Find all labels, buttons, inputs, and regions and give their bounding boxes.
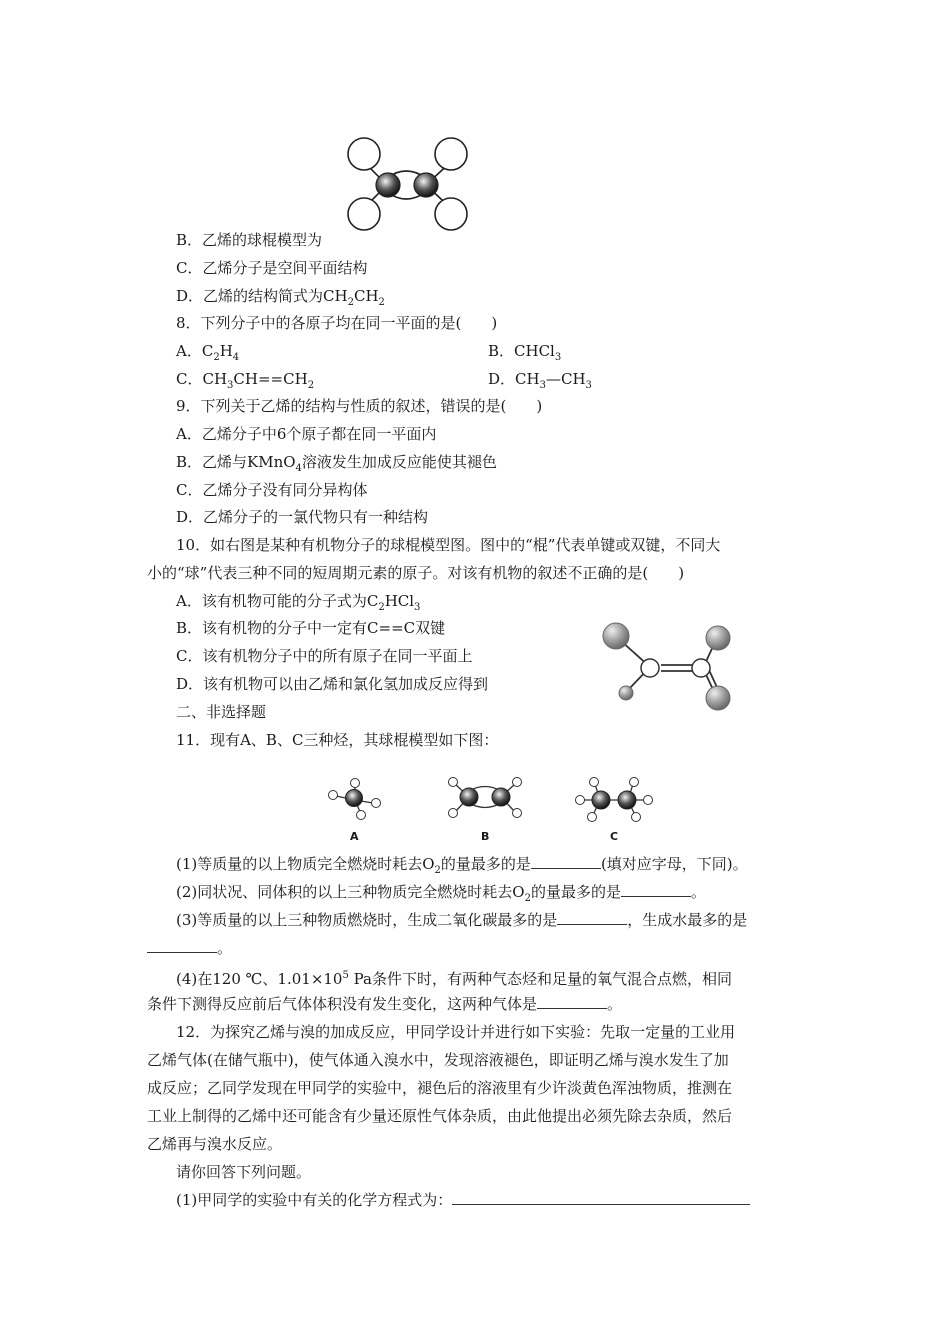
q9-option-b: B．乙烯与KMnO$_4$溶液发生加成反应能使其褪色 [176, 453, 497, 474]
q11-part3-cont: 。 [147, 937, 232, 959]
section-heading: 二、非选择题 [176, 703, 267, 721]
model-label-c: C [610, 830, 619, 843]
q12-line4: 工业上制得的乙烯中还可能含有少量还原性气体杂质，由此他提出必须先除去杂质，然后 [147, 1107, 733, 1125]
q11-stem: 11．现有A、B、C三种烃，其球棍模型如下图： [176, 731, 499, 749]
model-label-b: B [481, 830, 490, 843]
q12-line5: 乙烯再与溴水反应。 [147, 1135, 283, 1153]
q10-stem-line2: 小的“球”代表三种不同的短周期元素的原子。对该有机物的叙述不正确的是( ) [147, 564, 685, 582]
q11-part1: (1)等质量的以上物质完全燃烧时耗去$O_2$的量最多的是 (填对应字母，下同)。 [176, 855, 748, 876]
q8-option-d: D．$CH_3—CH_3$ [488, 370, 592, 391]
q12-part1: (1)甲同学的实验中有关的化学方程式为： [176, 1189, 750, 1211]
q7-option-c: C．乙烯分子是空间平面结构 [176, 259, 368, 277]
q9-option-d: D．乙烯分子的一氯代物只有一种结构 [176, 508, 429, 526]
q12-line1: 12．为探究乙烯与溴的加成反应，甲同学设计并进行如下实验：先取一定量的工业用 [176, 1023, 736, 1041]
q11-part4-cont: 条件下测得反应前后气体体积没有发生变化，这两种气体是 。 [147, 995, 623, 1013]
q10-option-a: A．该有机物可能的分子式为$C_2HCl_3$ [176, 592, 421, 613]
q10-option-b: B．该有机物的分子中一定有C==C双键 [176, 619, 446, 637]
q7-option-d: D．乙烯的结构简式为$CH_2CH_2$ [176, 287, 385, 308]
q8-option-c: C．$CH_3CH==CH_2$ [176, 370, 315, 391]
answer-blank[interactable] [452, 1189, 750, 1205]
q12-line6: 请你回答下列问题。 [176, 1163, 312, 1181]
model-label-a: A [350, 830, 359, 843]
q8-stem: 8．下列分子中的各原子均在同一平面的是( ) [176, 314, 498, 332]
answer-blank[interactable] [537, 993, 607, 1009]
q8-option-a: A．$C_2H_4$ [176, 342, 240, 363]
q12-line3: 成反应；乙同学发现在甲同学的实验中，褪色后的溶液里有少许淡黄色浑浊物质，推测在 [147, 1079, 733, 1097]
q11-part4: (4)在120 ℃、$1.01\times 10^5$ Pa条件下时，有两种气态烃和足量的氧气混合点燃，相同 [176, 970, 732, 988]
q10-stem-line1: 10．如右图是某种有机物分子的球棍模型图。图中的“棍”代表单键或双键，不同大 [176, 536, 721, 554]
answer-blank[interactable] [621, 881, 691, 897]
q12-line2: 乙烯气体(在储气瓶中)，使气体通入溴水中，发现溶液褪色，即证明乙烯与溴水发生了加 [147, 1051, 729, 1069]
q10-option-d: D．该有机物可以由乙烯和氯化氢加成反应得到 [176, 675, 489, 693]
q9-option-a: A．乙烯分子中6个原子都在同一平面内 [176, 425, 437, 443]
answer-blank[interactable] [557, 909, 627, 925]
answer-blank[interactable] [531, 853, 601, 869]
q11-part3: (3)等质量的以上三种物质燃烧时，生成二氧化碳最多的是 ，生成水最多的是 [176, 911, 748, 929]
q10-option-c: C．该有机物分子中的所有原子在同一平面上 [176, 647, 473, 665]
q7-option-b: B．乙烯的球棍模型为 [176, 231, 323, 249]
q8-option-b: B．CHCl$_3$ [488, 342, 562, 363]
q9-option-c: C．乙烯分子没有同分异构体 [176, 481, 368, 499]
q9-stem: 9．下列关于乙烯的结构与性质的叙述，错误的是( ) [176, 397, 543, 415]
q11-part2: (2)同状况、同体积的以上三种物质完全燃烧时耗去$O_2$的量最多的是 。 [176, 883, 706, 904]
answer-blank[interactable] [147, 937, 217, 953]
